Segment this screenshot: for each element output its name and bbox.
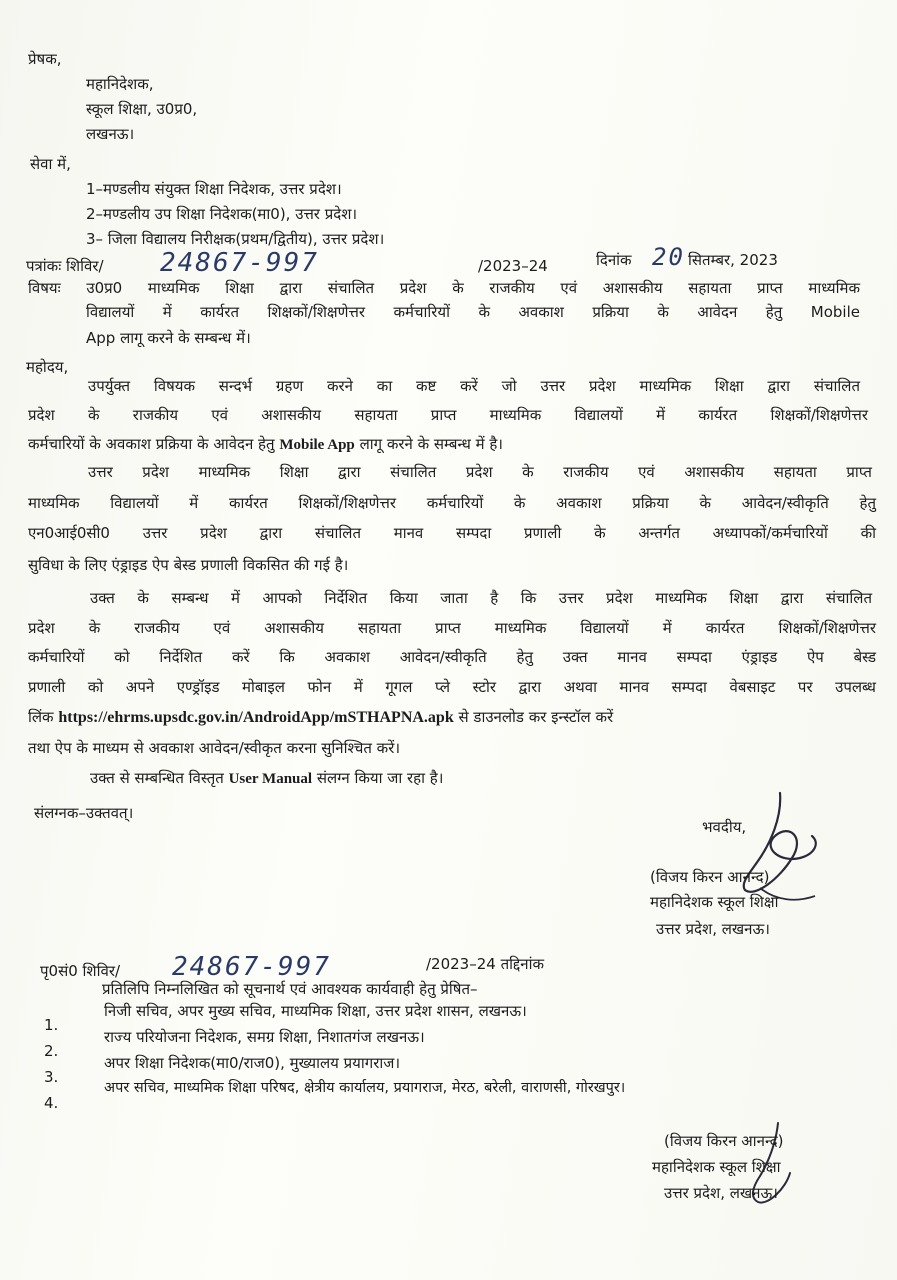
copy-ref-label: पृ0सं0 शिविर/	[40, 962, 121, 980]
recipient-line: 3– जिला विद्यालय निरीक्षक(प्रथम/द्वितीय), उत्तर प्रदेश।	[86, 230, 385, 248]
sender-line: स्कूल शिक्षा, उ0प्र0,	[86, 100, 198, 118]
sender-line: महानिदेशक,	[86, 75, 154, 93]
ref-number-handwritten: 24867-997	[160, 248, 319, 278]
body-text: लागू करने के सम्बन्ध में है।	[359, 435, 503, 453]
signature-scribble	[720, 788, 830, 908]
recipients-label: सेवा में,	[30, 155, 71, 173]
recipient-line: 2–मण्डलीय उप शिक्षा निदेशक(मा0), उत्तर प्रदेश।	[86, 205, 358, 223]
copy-intro: प्रतिलिपि निम्नलिखित को सूचनार्थ एवं आवश्यक कार्यवाही हेतु प्रेषित–	[102, 980, 478, 998]
salutation: महोदय,	[26, 358, 69, 376]
body-text: से डाउनलोड कर इन्स्टॉल करें	[458, 708, 614, 726]
copy-ref-year: /2023–24 तद्दिनांक	[426, 955, 545, 973]
signatory-name: (विजय किरन आनन्द)	[650, 868, 770, 886]
download-link[interactable]: https://ehrms.upsdc.gov.in/AndroidApp/mSTHAPNA.apk	[58, 709, 454, 726]
body-line: उत्तर प्रदेश माध्यमिक शिक्षा द्वारा संचालित प्रदेश के राजकीय एवं अशासकीय सहायता प्राप्त	[88, 463, 872, 481]
body-line: एन0आई0सी0 उत्तर प्रदेश द्वारा संचालित मानव सम्पदा प्रणाली के अन्तर्गत अध्यापकों/कर्मचारियों की	[28, 524, 876, 542]
ref-year: /2023–24	[478, 257, 548, 275]
recipient-line: 1–मण्डलीय संयुक्त शिक्षा निदेशक, उत्तर प्रदेश।	[86, 180, 342, 198]
copy-list-num: 1.	[44, 1016, 59, 1034]
body-line: तथा ऐप के माध्यम से अवकाश आवेदन/स्वीकृत करना सुनिश्चित करें।	[28, 739, 401, 757]
signatory-title: महानिदेशक स्कूल शिक्षा	[652, 1158, 781, 1176]
subject-line: App लागू करने के सम्बन्ध में।	[86, 329, 251, 347]
subject-line: विद्यालयों में कार्यरत शिक्षकों/शिक्षणेत्तर कर्मचारियों के अवकाश प्रक्रिया के आवेदन हेतु Mobile	[86, 303, 860, 321]
ref-date-rest: सितम्बर, 2023	[688, 251, 778, 269]
signature-closing: भवदीय,	[702, 818, 747, 836]
copy-list-item: राज्य परियोजना निदेशक, समग्र शिक्षा, निशातगंज लखनऊ।	[104, 1028, 425, 1046]
signatory-place: उत्तर प्रदेश, लखनऊ।	[664, 1184, 778, 1202]
subject-line: विषयः उ0प्र0 माध्यमिक शिक्षा द्वारा संचालित प्रदेश के राजकीय एवं अशासकीय सहायता प्राप्त माध्यमिक	[28, 279, 860, 297]
body-line	[90, 769, 443, 788]
body-line	[28, 708, 613, 727]
enclosure: संलग्नक–उक्तवत्।	[34, 804, 134, 822]
body-text: संलग्न किया जा रहा है।	[316, 769, 444, 787]
body-text: कर्मचारियों के अवकाश प्रक्रिया के आवेदन हेतु	[28, 435, 275, 453]
sender-label: प्रेषक,	[28, 50, 62, 68]
copy-list-item: अपर शिक्षा निदेशक(मा0/राज0), मुख्यालय प्रयागराज।	[104, 1054, 401, 1072]
signatory-place: उत्तर प्रदेश, लखनऊ।	[656, 920, 770, 938]
copy-list-num: 2.	[44, 1042, 59, 1060]
copy-list-num: 4.	[44, 1094, 59, 1112]
body-text: उक्त से सम्बन्धित विस्तृत	[90, 769, 224, 787]
ref-label: पत्रांकः शिविर/	[26, 257, 104, 275]
body-line: कर्मचारियों को निर्देशित करें कि अवकाश आवेदन/स्वीकृति हेतु उक्त मानव सम्पदा एंड्राइड ऐप बेस्ड	[28, 648, 876, 666]
body-line: उपर्युक्त विषयक सन्दर्भ ग्रहण करने का कष्ट करें जो उत्तर प्रदेश माध्यमिक शिक्षा द्वारा संचालित	[88, 377, 860, 395]
body-line: माध्यमिक विद्यालयों में कार्यरत शिक्षकों/शिक्षणेत्तर कर्मचारियों के अवकाश प्रक्रिया के आवेदन/स्वीकृति हेतु	[28, 494, 876, 512]
sender-line: लखनऊ।	[86, 125, 135, 143]
body-text: लिंक	[28, 708, 54, 726]
ref-date-handwritten: 20	[652, 243, 685, 271]
body-line: प्रणाली को अपने एण्ड्रॉइड मोबाइल फोन में गूगल प्ले स्टोर द्वारा अथवा मानव सम्पदा वेबसाइट पर उपलब्ध	[28, 678, 876, 696]
body-line: प्रदेश के राजकीय एवं अशासकीय सहायता प्राप्त माध्यमिक विद्यालयों में कार्यरत शिक्षकों/शिक्षणेत्तर	[28, 406, 868, 424]
body-bold-text: Mobile App	[279, 437, 355, 453]
body-line: उक्त के सम्बन्ध में आपको निर्देशित किया जाता है कि उत्तर प्रदेश माध्यमिक शिक्षा द्वारा संचालित	[90, 589, 872, 607]
ref-date-label: दिनांक	[596, 251, 632, 269]
signatory-name: (विजय किरन आनन्द)	[664, 1132, 784, 1150]
signatory-title: महानिदेशक स्कूल शिक्षा	[650, 893, 779, 911]
copy-list-item: निजी सचिव, अपर मुख्य सचिव, माध्यमिक शिक्षा, उत्तर प्रदेश शासन, लखनऊ।	[104, 1002, 527, 1020]
body-line: प्रदेश के राजकीय एवं अशासकीय सहायता प्राप्त माध्यमिक विद्यालयों में कार्यरत शिक्षकों/शिक्षणेत्तर	[28, 619, 876, 637]
copy-list-item: अपर सचिव, माध्यमिक शिक्षा परिषद, क्षेत्रीय कार्यालय, प्रयागराज, मेरठ, बरेली, वाराणसी, गोरखपुर।	[104, 1080, 626, 1096]
copy-ref-number-handwritten: 24867-997	[172, 952, 331, 982]
body-bold-text: User Manual	[228, 771, 313, 787]
copy-list-num: 3.	[44, 1068, 59, 1086]
body-line: सुविधा के लिए एंड्राइड ऐप बेस्ड प्रणाली विकसित की गई है।	[28, 556, 349, 574]
body-line	[28, 435, 503, 454]
